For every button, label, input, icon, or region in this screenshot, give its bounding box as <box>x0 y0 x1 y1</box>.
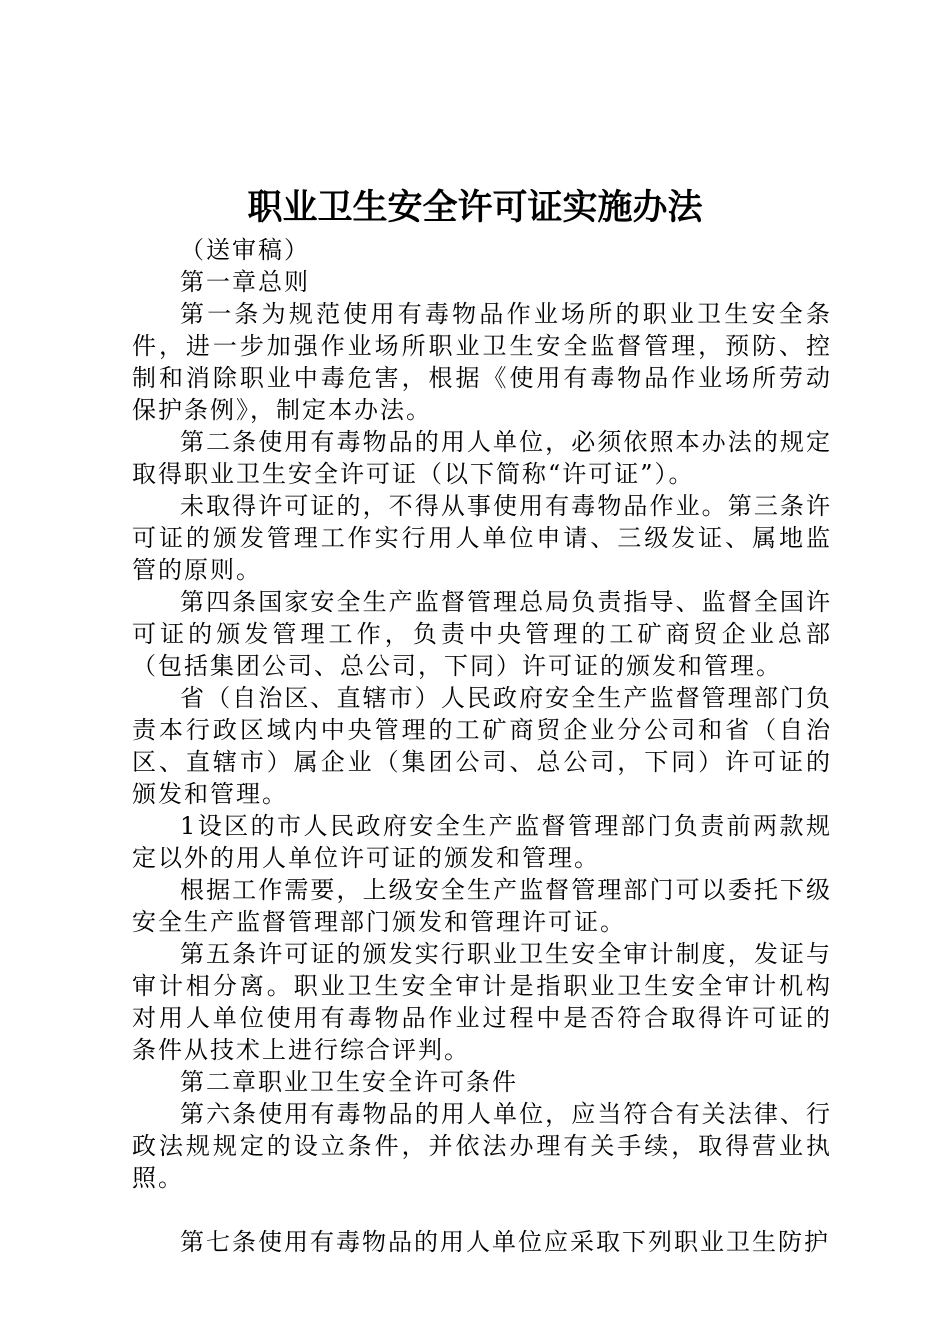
document-title: 职业卫生安全许可证实施办法 <box>247 187 703 228</box>
document-body <box>132 234 832 1258</box>
article-paragraph: 根据工作需要，上级安全生产监督管理部门可以委托下级安全生产监督管理部门颁发和管理许可证。 <box>132 876 832 936</box>
article-paragraph: 省（自治区、直辖市）人民政府安全生产监督管理部门负责本行政区域内中央管理的工矿商贸企业分公司和省（自治区、直辖市）属企业（集团公司、总公司，下同）许可证的颁发和管理。 <box>132 684 832 808</box>
article-paragraph: 第五条许可证的颁发实行职业卫生安全审计制度，发证与审计相分离。职业卫生安全审计是指职业卫生安全审计机构对用人单位使用有毒物品作业过程中是否符合取得许可证的条件从技术上进行综合评判。 <box>132 940 832 1064</box>
draft-note: （送审稿） <box>180 236 310 264</box>
article-paragraph: 第六条使用有毒物品的用人单位，应当符合有关法律、行政法规规定的设立条件，并依法办理有关手续，取得营业执照。 <box>132 1100 832 1192</box>
chapter-heading: 第一章总则 <box>180 268 310 296</box>
article-paragraph: 未取得许可证的，不得从事使用有毒物品作业。第三条许可证的颁发管理工作实行用人单位申请、三级发证、属地监管的原则。 <box>132 492 832 584</box>
chapter-heading: 第二章职业卫生安全许可条件 <box>180 1068 518 1096</box>
article-paragraph: 第七条使用有毒物品的用人单位应采取下列职业卫生防护 <box>180 1228 830 1256</box>
article-paragraph: 第二条使用有毒物品的用人单位，必须依照本办法的规定取得职业卫生安全许可证（以下简称“许可证”）。 <box>132 428 832 488</box>
article-paragraph: 第四条国家安全生产监督管理总局负责指导、监督全国许可证的颁发管理工作，负责中央管理的工矿商贸企业总部（包括集团公司、总公司，下同）许可证的颁发和管理。 <box>132 588 832 680</box>
article-paragraph: 1设区的市人民政府安全生产监督管理部门负责前两款规定以外的用人单位许可证的颁发和管理。 <box>132 812 832 872</box>
article-paragraph: 第一条为规范使用有毒物品作业场所的职业卫生安全条件，进一步加强作业场所职业卫生安全监督管理，预防、控制和消除职业中毒危害，根据《使用有毒物品作业场所劳动保护条例》，制定本办法。 <box>132 300 832 424</box>
